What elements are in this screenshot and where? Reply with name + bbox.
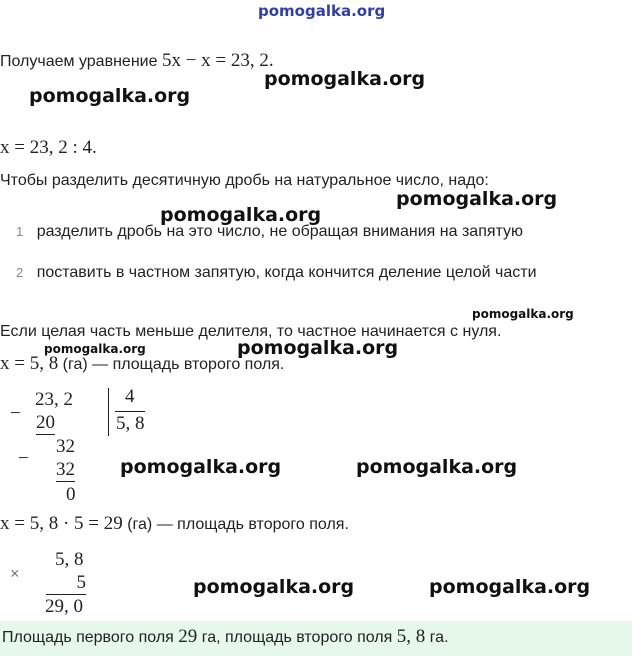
- result-1-text: (га) — площадь второго поля.: [62, 356, 285, 373]
- watermark: pomogalka.org: [193, 576, 355, 598]
- step-text: поставить в частном запятую, когда кончится деление целой части: [36, 264, 537, 281]
- division-first-subtrahend: 20: [36, 412, 55, 433]
- equation-2: x = 23, 2 : 4.: [0, 137, 97, 158]
- multiplication-factor-1: 5, 8: [55, 549, 84, 570]
- watermark: pomogalka.org: [29, 85, 191, 107]
- step-number: 2: [16, 265, 24, 280]
- division-dividend: 23, 2: [35, 389, 73, 410]
- zero-rule: Если целая часть меньше делителя, то частное начинается с нуля.: [0, 323, 502, 340]
- step-number: 1: [16, 224, 24, 239]
- result-line-1: [0, 353, 284, 375]
- watermark-top: pomogalka.org: [258, 2, 386, 20]
- result-2-math: x = 5, 8 · 5 = 29: [0, 513, 123, 534]
- multiplication-sign: ×: [10, 564, 20, 583]
- list-item: [16, 223, 523, 241]
- division-second-subtrahend: 32: [56, 459, 75, 480]
- division-quotient: 5, 8: [116, 413, 145, 434]
- watermark: pomogalka.org: [472, 307, 574, 321]
- division-bar: [108, 388, 109, 436]
- division-minus: −: [10, 403, 21, 424]
- list-item: [16, 264, 537, 282]
- division-remainder-1: 32: [56, 436, 75, 457]
- answer-line: [2, 626, 449, 648]
- answer-part-2: га, площадь второго поля: [201, 629, 393, 646]
- watermark: pomogalka.org: [44, 342, 146, 356]
- watermark: pomogalka.org: [429, 576, 591, 598]
- multiplication-factor-2: 5: [46, 572, 86, 595]
- answer-part-3: га.: [429, 629, 449, 646]
- division-divisor: 4: [125, 386, 135, 407]
- division-quotient-line: [115, 411, 145, 412]
- division-remainder-2: 0: [66, 484, 76, 505]
- step-text: разделить дробь на это число, не обращая внимания на запятую: [36, 223, 524, 240]
- equation-intro-line: [0, 50, 274, 72]
- rule-intro: Чтобы разделить десятичную дробь на натуральное число, надо:: [0, 172, 489, 189]
- watermark: pomogalka.org: [264, 68, 426, 90]
- watermark: pomogalka.org: [160, 204, 322, 226]
- division-minus-2: −: [18, 448, 29, 469]
- answer-value-2: 5, 8: [396, 626, 426, 647]
- result-2-text: (га) — площадь второго поля.: [127, 516, 349, 533]
- watermark: pomogalka.org: [356, 456, 518, 478]
- result-1-math: x = 5, 8: [0, 353, 59, 374]
- answer-part-1: Площадь первого поля: [2, 629, 174, 646]
- watermark: pomogalka.org: [396, 188, 558, 210]
- watermark: pomogalka.org: [237, 337, 399, 359]
- equation-1: 5x − x = 23, 2.: [161, 50, 274, 71]
- equation-intro-text: Получаем уравнение: [0, 53, 158, 70]
- watermark: pomogalka.org: [120, 456, 282, 478]
- result-line-2: [0, 513, 349, 535]
- answer-value-1: 29: [178, 626, 198, 647]
- multiplication-product: 29, 0: [45, 596, 83, 617]
